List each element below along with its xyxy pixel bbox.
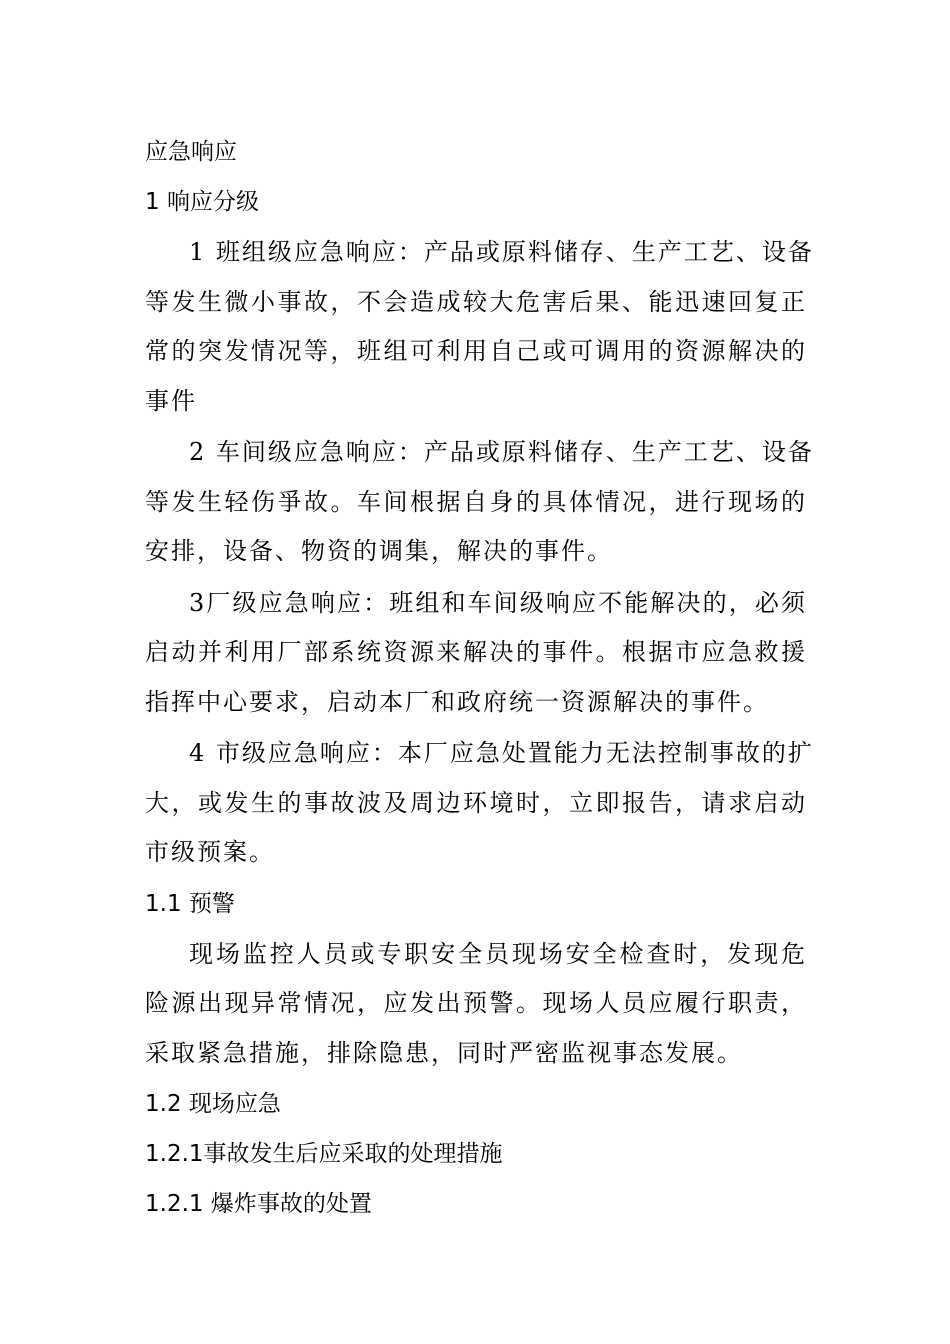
document-title: 应急响应 bbox=[145, 139, 237, 165]
paragraph-line: 常的突发情况等，班组可利用自己或可调用的资源解决的 bbox=[145, 337, 807, 365]
paragraph-line: 安排，设备、物资的调集，解决的事件。 bbox=[145, 537, 613, 565]
section-heading-post-accident-measures: 1.2.1事故发生后应采取的处理措施 bbox=[145, 1141, 503, 1167]
paragraph-line: 事件 bbox=[145, 386, 197, 415]
paragraph-city-level bbox=[145, 729, 814, 878]
paragraph-line: 等发生轻伤爭故。车间根据自身的具体情况，进行现场的 bbox=[145, 487, 807, 516]
paragraph-line: 指挥中心要求，启动本厂和政府统一资源解决的事件。 bbox=[145, 687, 769, 716]
paragraph-line: 2 车间级应急响应：产品或原料储存、生产工艺、设备 bbox=[189, 438, 814, 466]
section-heading-explosion-handling: 1.2.1 爆炸事故的处置 bbox=[145, 1191, 372, 1217]
paragraph-line: 启动并利用厂部系统资源来解决的事件。根据市应急救援 bbox=[145, 638, 807, 666]
paragraph-line: 采取紧急措施，排除隐患，同时严密监视事态发展。 bbox=[145, 1038, 743, 1067]
paragraph-early-warning bbox=[145, 930, 807, 1079]
paragraph-line: 4 市级应急响应：本厂应急处置能力无法控制事故的扩 bbox=[189, 739, 814, 767]
paragraph-line: 3厂级应急响应：班组和车间级响应不能解决的，必须 bbox=[189, 588, 807, 617]
paragraph-plant-level bbox=[145, 579, 807, 728]
paragraph-line: 市级预案。 bbox=[145, 838, 275, 866]
paragraph-line: 等发生微小事故，不会造成较大危害后果、能迅速回复正 bbox=[145, 287, 807, 316]
section-heading-onsite-emergency: 1.2 现场应急 bbox=[145, 1091, 281, 1117]
paragraph-line: 现场监控人员或专职安全员现场安全检查时，发现危 bbox=[189, 939, 807, 968]
paragraph-workshop-level bbox=[145, 428, 814, 577]
paragraph-line: 1 班组级应急响应：产品或原料储存、生产工艺、设备 bbox=[189, 238, 814, 266]
paragraph-line: 大，或发生的事故波及周边环境时，立即报告，请求启动 bbox=[145, 788, 807, 817]
paragraph-team-level bbox=[145, 228, 814, 426]
document-body bbox=[145, 128, 814, 1230]
paragraph-line: 险源出现异常情况，应发出预警。现场人员应履行职责， bbox=[145, 989, 807, 1017]
section-heading-response-levels: 1 响应分级 bbox=[145, 189, 259, 215]
section-heading-early-warning: 1.1 预警 bbox=[145, 890, 235, 917]
